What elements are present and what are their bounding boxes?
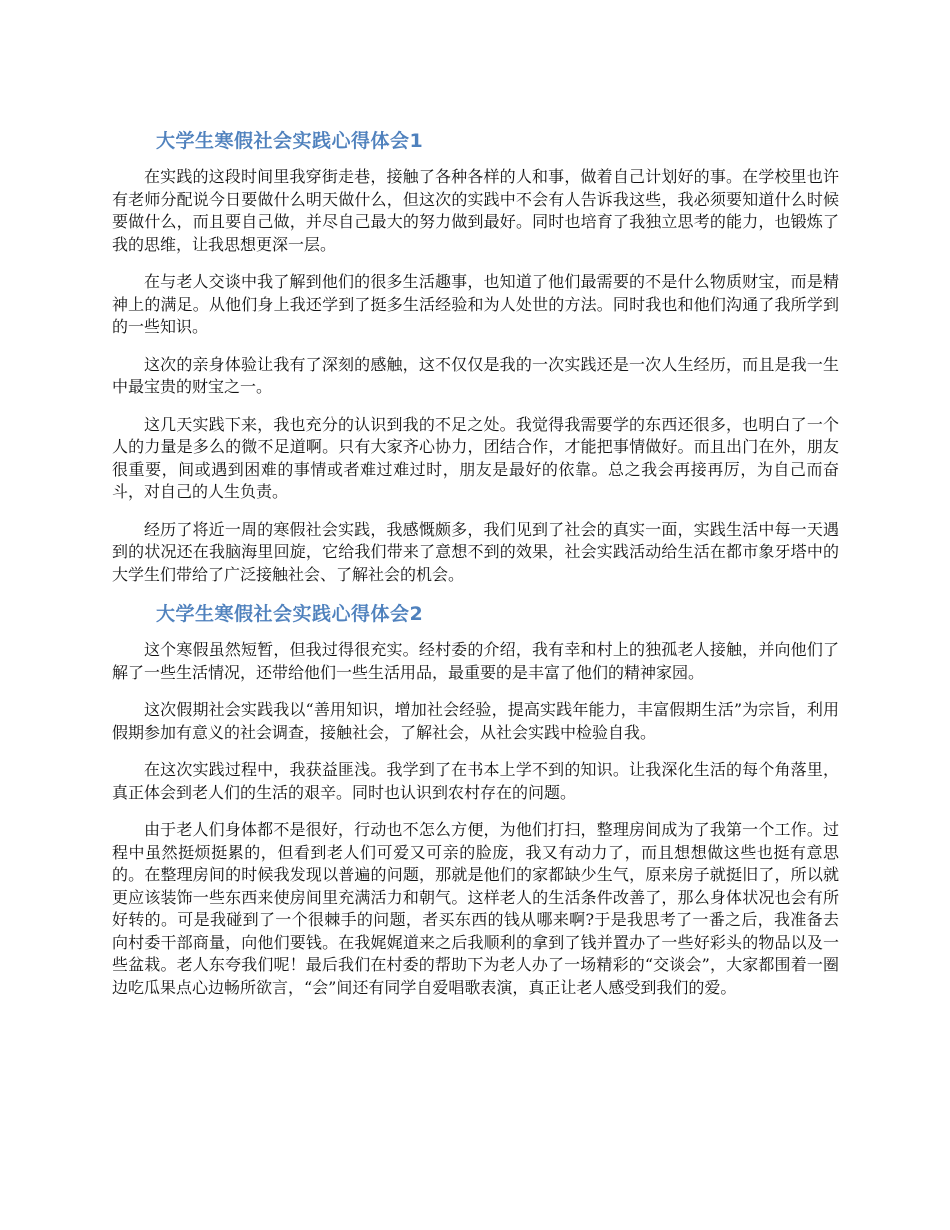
paragraph: 这个寒假虽然短暂，但我过得很充实。经村委的介绍，我有幸和村上的独孤老人接触，并向他们了解了一些生活情况，还带给他们一些生活用品，最重要的是丰富了他们的精神家园。: [112, 640, 839, 682]
paragraph: 这次假期社会实践我以“善用知识，增加社会经验，提高实践年能力，丰富假期生活”为宗旨，利用假期参加有意义的社会调查，接触社会，了解社会，从社会实践中检验自我。: [112, 700, 839, 742]
section-title-2: 大学生寒假社会实践心得体会2: [156, 603, 424, 625]
paragraph: 在实践的这段时间里我穿街走巷，接触了各种各样的人和事，做着自己计划好的事。在学校里也许有老师分配说今日要做什么明天做什么，但这次的实践中不会有人告诉我这些，我必须要知道什么时候要做什么，而且要自己做，并尽自己最大的努力做到最好。同时也培育了我独立思考的能力，也锻炼了我的思维，让我思想更深一层。: [112, 167, 839, 254]
paragraph: 这几天实践下来，我也充分的认识到我的不足之处。我觉得我需要学的东西还很多，也明白了一个人的力量是多么的微不足道啊。只有大家齐心协力，团结合作，才能把事情做好。而且出门在外，朋友很重要，间或遇到困难的事情或者难过难过时，朋友是最好的依靠。总之我会再接再厉，为自己而奋斗，对自己的人生负责。: [112, 414, 839, 501]
document-page: [112, 118, 839, 1014]
section-1: [112, 128, 839, 586]
section-2: [112, 601, 839, 999]
paragraph: 这次的亲身体验让我有了深刻的感触，这不仅仅是我的一次实践还是一次人生经历，而且是我一生中最宝贵的财宝之一。: [112, 354, 839, 396]
paragraph: 经历了将近一周的寒假社会实践，我感慨颇多，我们见到了社会的真实一面，实践生活中每一天遇到的状况还在我脑海里回旋，它给我们带来了意想不到的效果，社会实践活动给生活在都市象牙塔中的大学生们带给了广泛接触社会、了解社会的机会。: [112, 519, 839, 584]
paragraph: 在与老人交谈中我了解到他们的很多生活趣事，也知道了他们最需要的不是什么物质财宝，而是精神上的满足。从他们身上我还学到了挺多生活经验和为人处世的方法。同时我也和他们沟通了我所学到的一些知识。: [112, 272, 839, 336]
paragraph: 由于老人们身体都不是很好，行动也不怎么方便，为他们打扫，整理房间成为了我第一个工作。过程中虽然挺烦挺累的，但看到老人们可爱又可亲的脸庞，我又有动力了，而且想想做这些也挺有意思的。在整理房间的时候我发现以普遍的问题，那就是他们的家都缺少生气，原来房子就挺旧了，所以就更应该装饰一些东西来使房间里充满活力和朝气。这样老人的生活条件改善了，那么身体状况也会有所好转的。可是我碰到了一个很棘手的问题，者买东西的钱从哪来啊?于是我思考了一番之后，我准备去向村委干部商量，向他们要钱。在我娓娓道来之后我顺利的拿到了钱并置办了一些好彩头的物品以及一些盆栽。老人东夸我们呢！最后我们在村委的帮助下为老人办了一场精彩的“交谈会”，大家都围着一圈边吃瓜果点心边畅所欲言，“会”间还有同学自爱唱歌表演，真正让老人感受到我们的爱。: [112, 820, 839, 997]
paragraph: 在这次实践过程中，我获益匪浅。我学到了在书本上学不到的知识。让我深化生活的每个角落里，真正体会到老人们的生活的艰辛。同时也认识到农村存在的问题。: [112, 760, 839, 802]
section-title-1: 大学生寒假社会实践心得体会1: [156, 130, 424, 152]
